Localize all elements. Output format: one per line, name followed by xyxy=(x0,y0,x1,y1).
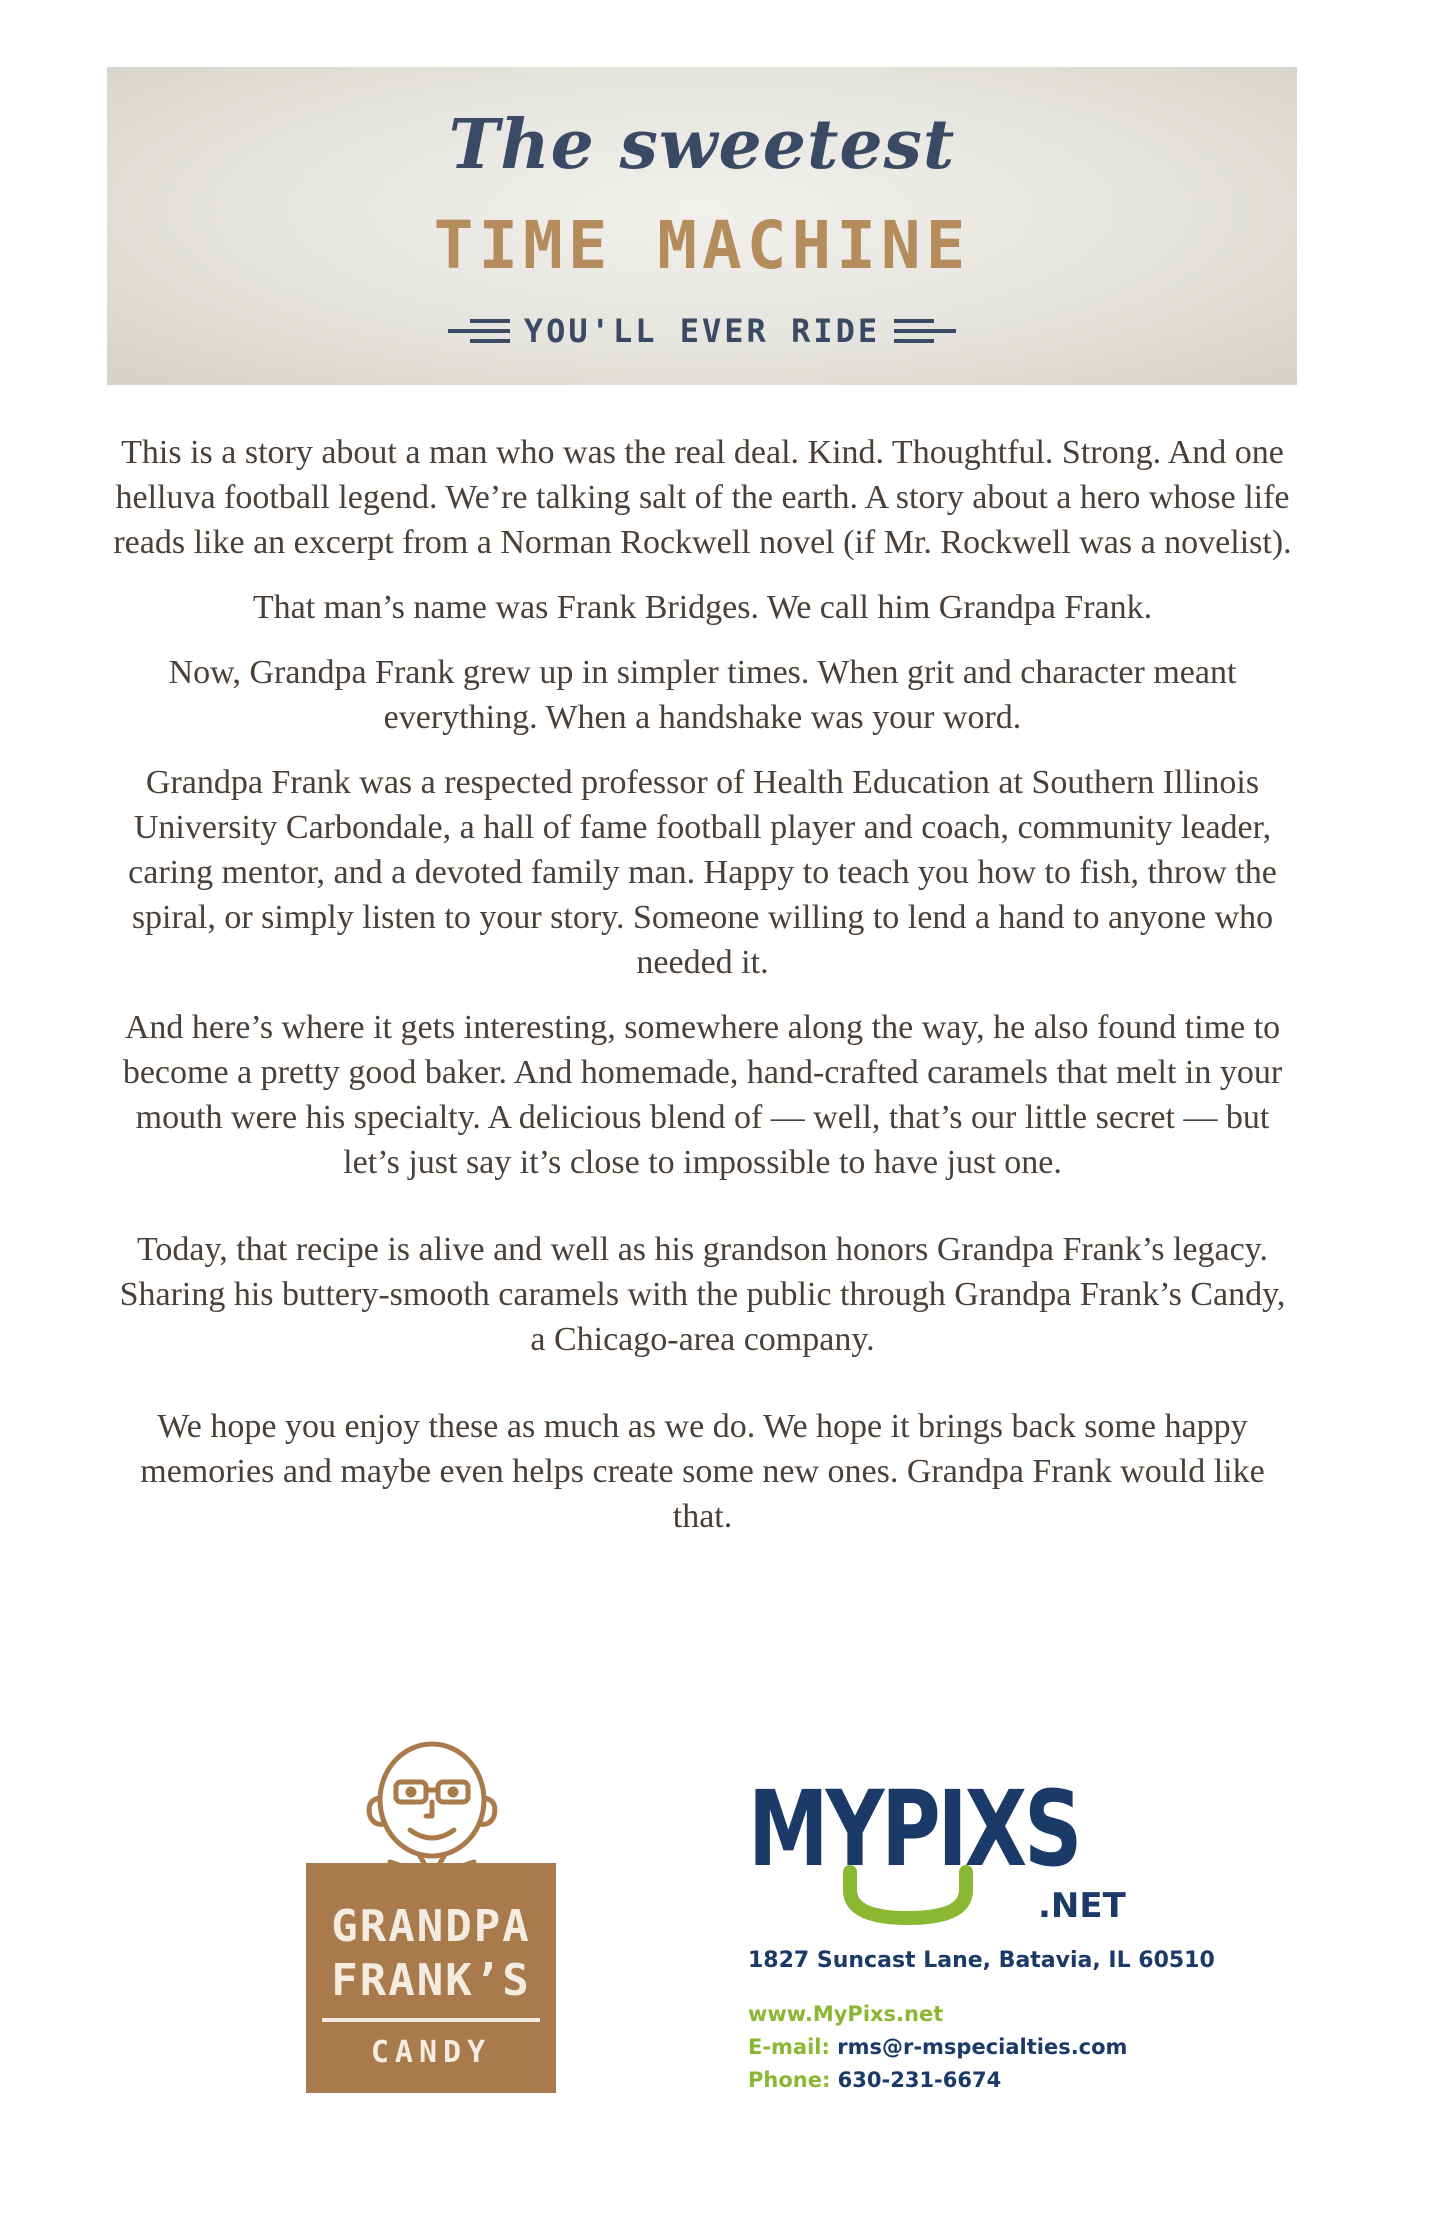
grandpa-franks-logo xyxy=(300,1738,560,2098)
story-paragraph-4: Grandpa Frank was a respected professor of Health Education at Southern Illinois University Carbondale, a hall of fame football player and coach, community leader, caring mentor, and a devoted family man. Happy to teach you how to fish, throw the spiral, or simply listen to your story. Someone willing to lend a hand to anyone who needed it. xyxy=(128,764,1277,981)
logo-line-grandpa: GRANDPA xyxy=(331,1901,531,1952)
mypixs-address: 1827 Suncast Lane, Batavia, IL 60510 xyxy=(748,1948,1215,1973)
story-paragraph-2: That man’s name was Frank Bridges. We call him Grandpa Frank. xyxy=(252,589,1153,626)
story-body xyxy=(110,430,1295,1559)
phone-label: Phone: xyxy=(748,2068,838,2092)
grandpa-face-icon xyxy=(300,1738,560,1878)
mypixs-website-link[interactable]: www.MyPixs.net xyxy=(748,2002,944,2026)
email-label: E-mail: xyxy=(748,2035,838,2059)
story-paragraph-5: And here’s where it gets interesting, somewhere along the way, he also found time to become a pretty good baker. And homemade, hand-crafted caramels that melt in your mouth were his specialty. A delicious blend of — well, that’s our little secret — but let’s just say it’s close to impossible to have just one. xyxy=(122,1009,1283,1181)
mypixs-email-row xyxy=(748,2035,1127,2059)
story-paragraph-6: Today, that recipe is alive and well as his grandson honors Grandpa Frank’s legacy. Sharing his buttery-smooth caramels with the public through Grandpa Frank’s Candy, a Chicago-area company. xyxy=(119,1231,1286,1358)
banner-main-title: TIME MACHINE xyxy=(433,207,971,284)
smile-icon xyxy=(838,1864,978,1934)
banner-script-title: The sweetest xyxy=(448,105,956,185)
banner-subtitle-row xyxy=(107,312,1297,350)
decorative-lines-icon xyxy=(894,319,956,343)
mypixs-phone-row xyxy=(748,2068,1001,2092)
phone-number: 630-231-6674 xyxy=(837,2068,1002,2092)
logo-line-franks: FRANK’S xyxy=(331,1955,531,2006)
logo-divider xyxy=(322,2018,540,2022)
mypixs-wordmark: MYPIXS xyxy=(748,1768,1080,1890)
story-paragraph-3: Now, Grandpa Frank grew up in simpler times. When grit and character meant everything. When a handshake was your word. xyxy=(168,654,1237,736)
email-link[interactable]: rms@r-mspecialties.com xyxy=(837,2035,1128,2059)
banner-subtitle: YOU'LL EVER RIDE xyxy=(523,312,881,350)
story-paragraph-7: We hope you enjoy these as much as we do. We hope it brings back some happy memories and maybe even helps create some new ones. Grandpa Frank would like that. xyxy=(140,1408,1265,1535)
mypixs-net-suffix: .NET xyxy=(1038,1886,1126,1926)
header-banner xyxy=(107,67,1297,385)
decorative-lines-icon xyxy=(448,319,510,343)
story-paragraph-1: This is a story about a man who was the real deal. Kind. Thoughtful. Strong. And one helluva football legend. We’re talking salt of the earth. A story about a hero whose life reads like an excerpt from a Norman Rockwell novel (if Mr. Rockwell was a novelist). xyxy=(113,434,1292,561)
logo-plaque xyxy=(306,1863,556,2093)
logo-line-candy: CANDY xyxy=(370,2035,492,2070)
